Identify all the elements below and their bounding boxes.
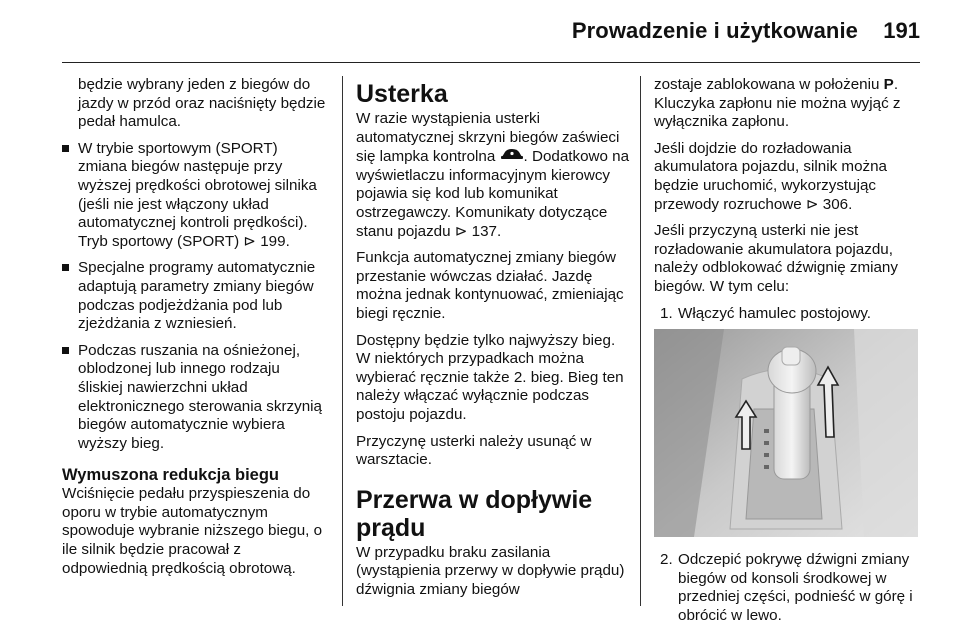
gear-position-label: P bbox=[883, 76, 894, 93]
bullet-list bbox=[62, 140, 328, 454]
page-number: 191 bbox=[883, 18, 920, 43]
list-item bbox=[62, 342, 328, 454]
page-reference[interactable]: 306. bbox=[822, 195, 853, 213]
page-reference[interactable]: 137. bbox=[471, 222, 502, 240]
paragraph-text: W razie wystąpienia usterki automatycznej skrzyni biegów zaświeci się lampka kontrolna bbox=[356, 110, 620, 165]
transmission-warning-icon bbox=[500, 147, 524, 167]
page-header bbox=[0, 0, 960, 62]
step-text: Odczepić pokrywę dźwigni zmiany biegów od konsoli środkowej w przedniej części, podnieść w górę i obrócić w lewo. bbox=[678, 551, 913, 624]
paragraph: W przypadku braku zasilania (wystąpienia przerwy w dopływie prądu) dźwignia zmiany biegów bbox=[356, 543, 625, 598]
arrow-ref-icon: ⊳ bbox=[454, 222, 468, 240]
paragraph-text: zostaje zablokowana w położeniu bbox=[654, 76, 880, 93]
paragraph: Przyczynę usterki należy usunąć w warsztacie. bbox=[356, 432, 592, 469]
column-divider bbox=[640, 76, 641, 606]
paragraph bbox=[654, 140, 920, 214]
paragraph: Jeśli przyczyną usterki nie jest rozładowanie akumulatora pojazdu, należy odblokować dźwignię zmiany biegów. W tym celu: bbox=[654, 222, 898, 295]
step-number: 1. bbox=[660, 304, 673, 322]
column-2 bbox=[356, 76, 630, 607]
paragraph-text: Jeśli dojdzie do rozładowania akumulatora pojazdu, silnik można będzie uruchomić, wykorzystując przewody rozruchowe bbox=[654, 139, 887, 213]
list-item bbox=[62, 140, 328, 252]
paragraph bbox=[356, 110, 630, 241]
subheading: Wymuszona redukcja biegu bbox=[62, 466, 279, 485]
list-item bbox=[62, 259, 328, 333]
step-item bbox=[654, 305, 920, 324]
gear-lever-photo bbox=[654, 329, 918, 537]
arrow-ref-icon: ⊳ bbox=[805, 195, 819, 213]
page-reference[interactable]: 199. bbox=[260, 232, 290, 250]
step-text: Włączyć hamulec postojowy. bbox=[678, 304, 872, 322]
paragraph-text: . Dodatkowo na wyświetlaczu informacyjnym kierowcy pojawia się kod lub komunikat ostrzegawczy. Komunikaty dotyczące stanu pojazdu bbox=[356, 148, 630, 240]
section-heading: Usterka bbox=[356, 80, 448, 108]
bullet-icon bbox=[62, 264, 69, 271]
header-rule bbox=[62, 62, 920, 63]
list-item-text: W trybie sportowym (SPORT) zmiana biegów następuje przy wyższej prędkości obrotowej silnika (jeśli nie jest włączony układ automatycznej kontroli prędkości). Tryb sportowy (SPORT) bbox=[78, 139, 317, 250]
step-item bbox=[654, 551, 920, 625]
paragraph-text: . Kluczyka zapłonu nie można wyjąć z wyłącznika zapłonu. bbox=[654, 76, 901, 131]
paragraph: Wciśnięcie pedału przyspieszenia do oporu w trybie automatycznym spowoduje wybranie niższego biegu, o ile silnik będzie pracował z odpowiednią prędkością obrotową. bbox=[62, 485, 323, 577]
chapter-title: Prowadzenie i użytkowanie bbox=[571, 18, 858, 43]
paragraph: Dostępny będzie tylko najwyższy bieg. W niektórych przypadkach można wybierać ręcznie także 2. bieg. Bieg ten należy włączać wyłącznie podczas postoju pojazdu. bbox=[356, 331, 624, 423]
paragraph bbox=[654, 76, 920, 132]
column-3 bbox=[654, 76, 920, 626]
paragraph: Funkcja automatycznej zmiany biegów przestanie wówczas działać. Jazdę można jednak kontynuować, zmieniając biegi ręcznie. bbox=[356, 249, 624, 322]
section-heading: Przerwa w dopływie prądu bbox=[356, 485, 593, 542]
column-divider bbox=[342, 76, 343, 606]
arrow-ref-icon: ⊳ bbox=[243, 232, 256, 250]
continued-text: będzie wybrany jeden z biegów do jazdy w przód oraz naciśnięty będzie pedał hamulca. bbox=[78, 76, 326, 131]
list-item-text: Podczas ruszania na ośnieżonej, oblodzonej lub innego rodzaju śliskiej nawierzchni układ elektronicznego sterowania skrzynią biegów automatycznie wybiera wyższy bieg. bbox=[78, 341, 322, 452]
step-number: 2. bbox=[660, 551, 673, 569]
bullet-icon bbox=[62, 145, 69, 152]
bullet-icon bbox=[62, 347, 69, 354]
list-item-text: Specjalne programy automatycznie adaptują parametry zmiany biegów podczas podjeżdżania pod lub zjeżdżania z wzniesień. bbox=[78, 259, 316, 333]
column-1 bbox=[62, 76, 328, 586]
